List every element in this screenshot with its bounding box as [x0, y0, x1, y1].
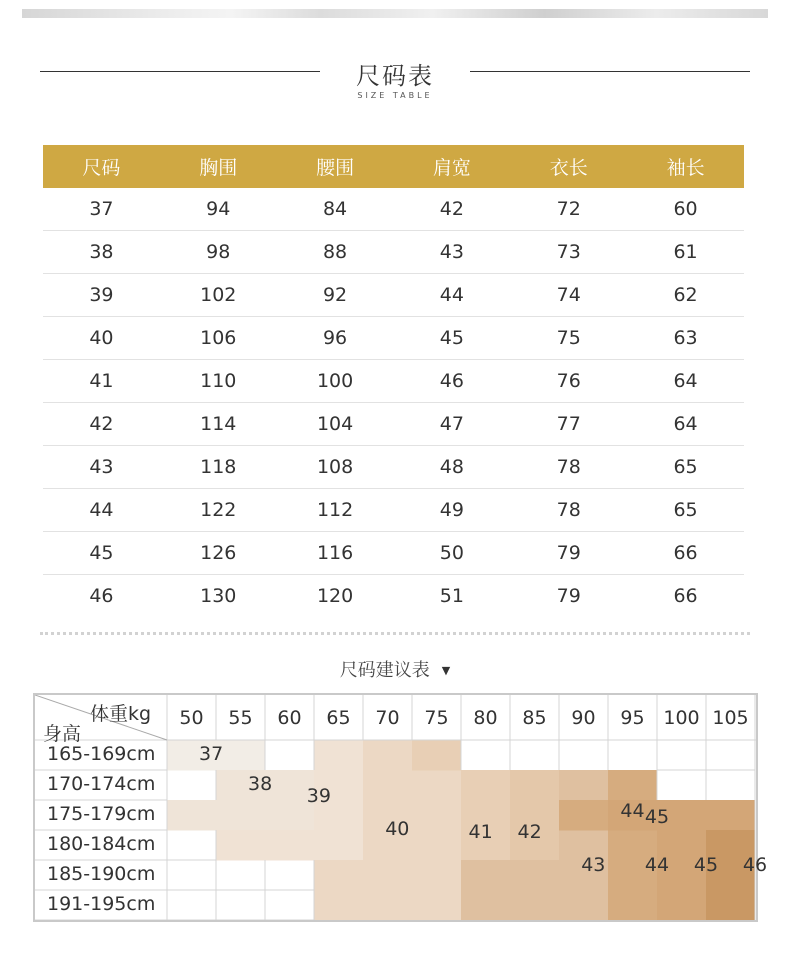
height-header: 185-190cm [47, 863, 156, 885]
size-label: 42 [517, 821, 542, 843]
height-header: 180-184cm [47, 833, 156, 855]
size-region-40 [412, 860, 462, 891]
table-cell: 60 [627, 188, 744, 231]
size-label: 37 [199, 743, 224, 765]
size-region-39 [265, 830, 315, 861]
table-cell: 46 [89, 585, 114, 607]
recommendation-title: 尺码建议表 [339, 660, 430, 681]
weight-header: 55 [228, 707, 253, 729]
size-region-41 [461, 770, 511, 801]
size-region-38 [216, 800, 266, 831]
table-cell: 106 [160, 317, 277, 360]
table-cell: 46 [393, 360, 510, 403]
table-cell: 39 [43, 274, 160, 317]
table-cell: 40 [43, 317, 160, 360]
size-region-40 [314, 890, 364, 920]
size-label: 40 [385, 818, 410, 840]
dotted-divider [40, 632, 750, 635]
table-cell: 130 [200, 585, 237, 607]
size-region-39 [314, 830, 364, 861]
table-row [43, 446, 744, 489]
size-region-41 [412, 740, 462, 771]
size-region-40 [314, 860, 364, 891]
weight-header: 105 [712, 707, 749, 729]
table-row [43, 360, 744, 403]
table-cell: 118 [160, 446, 277, 489]
triangle-down-icon: ▼ [441, 664, 451, 677]
column-header: 肩宽 [393, 145, 510, 188]
table-row [43, 532, 744, 575]
size-region-40 [363, 740, 413, 771]
column-header: 腰围 [277, 145, 394, 188]
size-region-43 [510, 860, 560, 891]
table-cell: 112 [277, 489, 394, 532]
table-cell: 43 [393, 231, 510, 274]
table-row [43, 403, 744, 446]
table-cell: 42 [43, 403, 160, 446]
table-cell: 110 [160, 360, 277, 403]
size-label: 43 [581, 854, 606, 876]
table-cell: 61 [627, 231, 744, 274]
table-cell: 102 [160, 274, 277, 317]
table-cell: 38 [43, 231, 160, 274]
table-row [43, 274, 744, 317]
table-cell: 65 [627, 446, 744, 489]
size-region-43 [510, 890, 560, 920]
size-table-header [43, 145, 744, 188]
weight-header: 60 [277, 707, 302, 729]
table-cell: 116 [277, 532, 394, 575]
top-image-strip [22, 9, 768, 18]
table-cell: 100 [277, 360, 394, 403]
column-header: 袖长 [627, 145, 744, 188]
size-region-46 [706, 890, 756, 920]
table-cell: 64 [627, 360, 744, 403]
size-region-43 [559, 770, 609, 801]
table-row [43, 188, 744, 231]
size-label: 39 [306, 785, 331, 807]
size-region-43 [461, 860, 511, 891]
table-cell: 44 [43, 489, 160, 532]
weight-header: 90 [571, 707, 596, 729]
size-label: 45 [644, 806, 670, 828]
height-axis-label: 身高 [43, 723, 82, 745]
size-label: 44 [644, 854, 670, 876]
table-cell: 84 [277, 188, 394, 231]
table-cell: 74 [510, 274, 627, 317]
table-cell: 41 [43, 360, 160, 403]
size-region-40 [363, 770, 413, 801]
size-region-44 [608, 890, 658, 920]
weight-axis-label: 体重kg [90, 703, 152, 725]
table-cell: 78 [510, 446, 627, 489]
size-table [43, 145, 744, 617]
table-cell: 66 [673, 585, 698, 607]
table-cell: 37 [43, 188, 160, 231]
table-cell: 78 [510, 489, 627, 532]
table-cell: 44 [393, 274, 510, 317]
recommendation-heading [0, 656, 790, 682]
table-cell: 114 [160, 403, 277, 446]
weight-header: 95 [620, 707, 645, 729]
size-label: 38 [248, 773, 273, 795]
height-header: 165-169cm [47, 743, 156, 765]
size-label: 45 [693, 854, 719, 876]
table-cell: 51 [439, 585, 464, 607]
size-region-40 [363, 890, 413, 920]
table-cell: 92 [277, 274, 394, 317]
table-cell: 96 [277, 317, 394, 360]
recommendation-grid [33, 693, 768, 922]
size-label: 44 [620, 800, 645, 822]
table-cell: 73 [510, 231, 627, 274]
size-region-43 [461, 890, 511, 920]
table-cell: 75 [510, 317, 627, 360]
column-header: 胸围 [160, 145, 277, 188]
height-header: 170-174cm [47, 773, 156, 795]
weight-header: 100 [663, 707, 700, 729]
size-region-39 [216, 830, 266, 861]
table-cell: 64 [627, 403, 744, 446]
table-row [43, 489, 744, 532]
table-cell: 126 [160, 532, 277, 575]
table-cell: 77 [510, 403, 627, 446]
height-header: 191-195cm [47, 893, 156, 915]
table-cell: 120 [316, 585, 354, 607]
table-cell: 104 [277, 403, 394, 446]
weight-header: 70 [375, 707, 400, 729]
table-cell: 66 [627, 532, 744, 575]
size-region-45 [657, 890, 707, 920]
weight-header: 85 [522, 707, 547, 729]
table-cell: 43 [43, 446, 160, 489]
table-cell: 76 [510, 360, 627, 403]
table-cell: 79 [556, 585, 581, 607]
table-cell: 108 [277, 446, 394, 489]
table-cell: 62 [627, 274, 744, 317]
page-title: 尺码表 [356, 62, 434, 90]
size-region-40 [412, 830, 462, 861]
column-header: 尺码 [43, 145, 160, 188]
size-region-44 [608, 770, 658, 801]
page-subtitle: SIZE TABLE [357, 91, 433, 100]
table-cell: 98 [160, 231, 277, 274]
table-cell: 79 [510, 532, 627, 575]
size-region-40 [412, 770, 462, 801]
size-region-39 [314, 740, 364, 771]
table-row [43, 575, 744, 618]
size-table-body [43, 188, 744, 617]
table-row [43, 317, 744, 360]
table-cell: 63 [627, 317, 744, 360]
column-header: 衣长 [510, 145, 627, 188]
table-cell: 94 [160, 188, 277, 231]
table-cell: 72 [510, 188, 627, 231]
size-label: 46 [742, 854, 768, 876]
size-region-43 [559, 890, 609, 920]
table-cell: 42 [393, 188, 510, 231]
table-cell: 45 [393, 317, 510, 360]
table-cell: 48 [393, 446, 510, 489]
table-cell: 50 [393, 532, 510, 575]
height-header: 175-179cm [47, 803, 156, 825]
weight-header: 65 [326, 707, 351, 729]
size-label: 41 [468, 821, 493, 843]
size-region-44 [559, 800, 609, 831]
weight-header: 75 [424, 707, 449, 729]
size-region-38 [167, 800, 217, 831]
size-region-45 [706, 800, 756, 831]
table-row [43, 231, 744, 274]
size-region-40 [412, 800, 462, 831]
size-region-42 [510, 770, 560, 801]
weight-header: 80 [473, 707, 498, 729]
table-cell: 65 [627, 489, 744, 532]
table-cell: 45 [43, 532, 160, 575]
table-cell: 122 [160, 489, 277, 532]
weight-header: 50 [179, 707, 204, 729]
table-cell: 49 [393, 489, 510, 532]
size-region-40 [363, 860, 413, 891]
table-cell: 47 [393, 403, 510, 446]
size-region-40 [412, 890, 462, 920]
table-cell: 88 [277, 231, 394, 274]
